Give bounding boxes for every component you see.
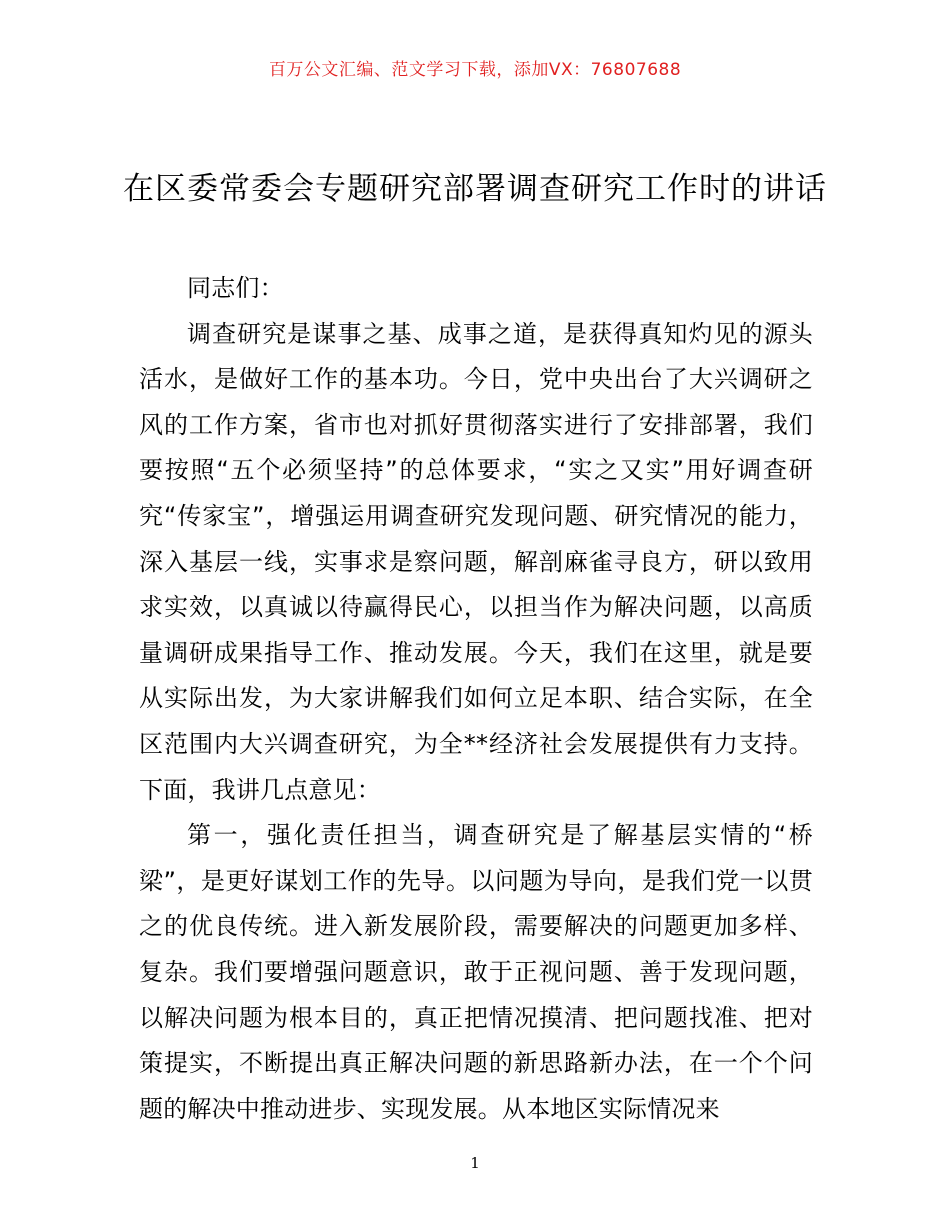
document-body xyxy=(139,266,813,1132)
document-title: 在区委常委会专题研究部署调查研究工作时的讲话 xyxy=(123,171,827,207)
body-paragraph-1: 调查研究是谋事之基、成事之道，是获得真知灼见的源头活水，是做好工作的基本功。今日，党中央出台了大兴调研之风的工作方案，省市也对抓好贯彻落实进行了安排部署，我们要按照“五个必须坚持”的总体要求，“实之又实”用好调查研究“传家宝”，增强运用调查研究发现问题、研究情况的能力，深入基层一线，实事求是察问题，解剖麻雀寻良方，研以致用求实效，以真诚以待赢得民心，以担当作为解决问题，以高质量调研成果指导工作、推动发展。今天，我们在这里，就是要从实际出发，为大家讲解我们如何立足本职、结合实际，在全区范围内大兴调查研究，为全**经济社会发展提供有力支持。下面，我讲几点意见： xyxy=(139,319,813,804)
header-watermark-note: 百万公文汇编、范文学习下载，添加VX：76807688 xyxy=(268,60,682,80)
body-paragraph-2: 第一，强化责任担当，调查研究是了解基层实情的“桥梁”，是更好谋划工作的先导。以问题为导向，是我们党一以贯之的优良传统。进入新发展阶段，需要解决的问题更加多样、复杂。我们要增强问题意识，敢于正视问题、善于发现问题，以解决问题为根本目的，真正把情况摸清、把问题找准、把对策提实，不断提出真正解决问题的新思路新办法，在一个个问题的解决中推动进步、实现发展。从本地区实际情况来 xyxy=(139,821,813,1123)
salutation: 同志们： xyxy=(187,274,284,302)
page-number: 1 xyxy=(470,1154,480,1172)
